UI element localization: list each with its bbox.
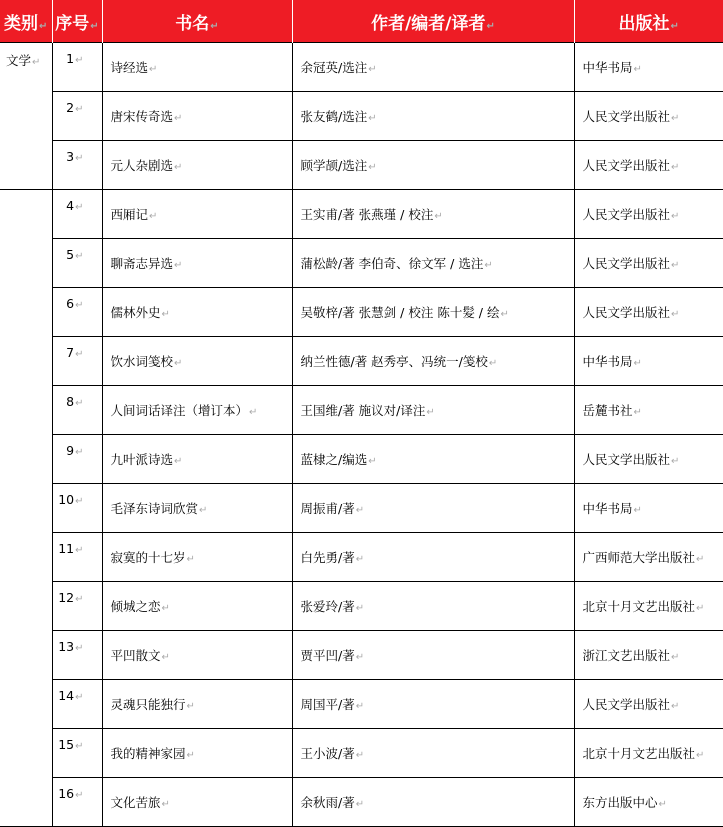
paragraph-mark: ↵ (199, 505, 208, 516)
table-row (0, 239, 723, 288)
header-author: 作者/编者/译者↵ (292, 0, 574, 43)
book-title: 寂寞的十七岁 (110, 550, 186, 565)
paragraph-mark: ↵ (671, 113, 680, 124)
number-cell (52, 435, 102, 484)
publisher-cell (574, 631, 723, 680)
paragraph-mark: ↵ (484, 260, 493, 271)
book-publisher: 广西师范大学出版社 (582, 550, 696, 565)
table-row (0, 337, 723, 386)
book-author: 王小波/著 (300, 746, 355, 761)
publisher-cell (574, 680, 723, 729)
author-cell (292, 582, 574, 631)
title-cell (102, 533, 292, 582)
author-cell (292, 533, 574, 582)
paragraph-mark: ↵ (186, 701, 195, 712)
paragraph-mark: ↵ (671, 162, 680, 173)
author-cell (292, 631, 574, 680)
paragraph-mark: ↵ (426, 407, 435, 418)
book-title: 文化苦旅 (110, 795, 161, 810)
paragraph-mark: ↵ (355, 799, 365, 810)
book-author: 余冠英/选注 (300, 60, 368, 75)
paragraph-mark: ↵ (671, 260, 680, 271)
book-author: 蓝棣之/编选 (300, 452, 368, 467)
number-cell (52, 92, 102, 141)
table-row (0, 533, 723, 582)
book-author: 周振甫/著 (300, 501, 355, 516)
book-publisher: 人民文学出版社 (582, 256, 671, 271)
number-cell (52, 288, 102, 337)
row-number: 10 (58, 492, 75, 507)
paragraph-mark: ↵ (355, 554, 365, 565)
header-number: 序号↵ (52, 0, 102, 43)
publisher-cell (574, 533, 723, 582)
row-number: 13 (58, 639, 75, 654)
paragraph-mark: ↵ (671, 309, 680, 320)
book-publisher: 中华书局 (582, 501, 633, 516)
book-author: 吴敬梓/著 张慧剑 / 校注 陈十髪 / 绘 (300, 305, 500, 320)
book-author: 纳兰性德/著 赵秀亭、冯统一/笺校 (300, 354, 488, 369)
book-publisher: 东方出版中心 (582, 795, 658, 810)
number-cell (52, 631, 102, 680)
title-cell (102, 337, 292, 386)
paragraph-mark: ↵ (149, 64, 158, 75)
book-author: 贾平凹/著 (300, 648, 355, 663)
number-cell (52, 43, 102, 92)
book-publisher: 人民文学出版社 (582, 452, 671, 467)
paragraph-mark: ↵ (368, 113, 377, 124)
row-number: 1 (66, 51, 75, 66)
book-title: 饮水词笺校 (110, 354, 174, 369)
number-cell (52, 582, 102, 631)
paragraph-mark: ↵ (75, 349, 84, 360)
book-author: 顾学颉/选注 (300, 158, 368, 173)
number-cell (52, 778, 102, 827)
number-cell (52, 337, 102, 386)
publisher-cell (574, 484, 723, 533)
paragraph-mark: ↵ (161, 652, 170, 663)
paragraph-mark: ↵ (75, 790, 84, 801)
author-cell (292, 729, 574, 778)
author-cell (292, 484, 574, 533)
paragraph-mark: ↵ (75, 153, 84, 164)
author-cell (292, 288, 574, 337)
category-cell-empty (0, 190, 52, 827)
category-cell (0, 43, 52, 190)
book-title: 平凹散文 (110, 648, 161, 663)
paragraph-mark: ↵ (355, 603, 365, 614)
table-body (0, 43, 723, 827)
paragraph-mark: ↵ (249, 407, 258, 418)
table-row (0, 43, 723, 92)
table-row (0, 190, 723, 239)
row-number: 16 (58, 786, 75, 801)
paragraph-mark: ↵ (75, 594, 84, 605)
publisher-cell (574, 582, 723, 631)
row-number: 15 (58, 737, 75, 752)
paragraph-mark: ↵ (161, 309, 170, 320)
paragraph-mark: ↵ (671, 701, 680, 712)
table-row (0, 778, 723, 827)
paragraph-mark: ↵ (488, 358, 498, 369)
table-row (0, 631, 723, 680)
row-number: 12 (58, 590, 75, 605)
paragraph-mark: ↵ (696, 554, 705, 565)
row-number: 4 (66, 198, 75, 213)
paragraph-mark: ↵ (75, 643, 84, 654)
table-row (0, 729, 723, 778)
publisher-cell (574, 386, 723, 435)
paragraph-mark: ↵ (368, 456, 377, 467)
book-author: 张爱玲/著 (300, 599, 355, 614)
row-number: 14 (58, 688, 75, 703)
number-cell (52, 484, 102, 533)
publisher-cell (574, 729, 723, 778)
author-cell (292, 141, 574, 190)
paragraph-mark: ↵ (355, 701, 365, 712)
book-publisher: 浙江文艺出版社 (582, 648, 671, 663)
paragraph-mark: ↵ (75, 251, 84, 262)
title-cell (102, 778, 292, 827)
number-cell (52, 190, 102, 239)
author-cell (292, 190, 574, 239)
paragraph-mark: ↵ (174, 456, 183, 467)
paragraph-mark: ↵ (161, 799, 170, 810)
publisher-cell (574, 435, 723, 484)
author-cell (292, 435, 574, 484)
paragraph-mark: ↵ (368, 162, 377, 173)
book-title: 唐宋传奇选 (110, 109, 174, 124)
paragraph-mark: ↵ (32, 57, 41, 68)
table-row (0, 582, 723, 631)
book-author: 周国平/著 (300, 697, 355, 712)
title-cell (102, 729, 292, 778)
paragraph-mark: ↵ (696, 750, 705, 761)
number-cell (52, 729, 102, 778)
book-publisher: 岳麓书社 (582, 403, 633, 418)
table-row (0, 680, 723, 729)
paragraph-mark: ↵ (75, 300, 84, 311)
table-row (0, 386, 723, 435)
number-cell (52, 680, 102, 729)
paragraph-mark: ↵ (75, 545, 84, 556)
book-author: 白先勇/著 (300, 550, 355, 565)
paragraph-mark: ↵ (671, 652, 680, 663)
paragraph-mark: ↵ (186, 750, 195, 761)
paragraph-mark: ↵ (75, 398, 84, 409)
table-row (0, 92, 723, 141)
number-cell (52, 386, 102, 435)
paragraph-mark: ↵ (368, 64, 377, 75)
paragraph-mark: ↵ (633, 505, 642, 516)
paragraph-mark: ↵ (696, 603, 705, 614)
publisher-cell (574, 43, 723, 92)
publisher-cell (574, 288, 723, 337)
table-row (0, 435, 723, 484)
book-author: 蒲松龄/著 李伯奇、徐文军 / 选注 (300, 256, 484, 271)
paragraph-mark: ↵ (186, 554, 195, 565)
paragraph-mark: ↵ (434, 211, 443, 222)
book-title: 元人杂剧选 (110, 158, 174, 173)
table-row (0, 484, 723, 533)
book-publisher: 人民文学出版社 (582, 207, 671, 222)
book-author: 王实甫/著 张燕瑾 / 校注 (300, 207, 434, 222)
book-publisher: 人民文学出版社 (582, 158, 671, 173)
book-title: 九叶派诗选 (110, 452, 174, 467)
paragraph-mark: ↵ (174, 162, 183, 173)
paragraph-mark: ↵ (75, 741, 84, 752)
title-cell (102, 288, 292, 337)
book-title: 聊斋志异选 (110, 256, 174, 271)
book-title: 诗经选 (110, 60, 149, 75)
title-cell (102, 92, 292, 141)
book-publisher: 中华书局 (582, 354, 633, 369)
title-cell (102, 239, 292, 288)
row-number: 7 (66, 345, 75, 360)
title-cell (102, 680, 292, 729)
author-cell (292, 92, 574, 141)
title-cell (102, 484, 292, 533)
paragraph-mark: ↵ (355, 652, 365, 663)
book-publisher: 人民文学出版社 (582, 305, 671, 320)
book-title: 灵魂只能独行 (110, 697, 186, 712)
book-publisher: 人民文学出版社 (582, 697, 671, 712)
title-cell (102, 582, 292, 631)
author-cell (292, 778, 574, 827)
paragraph-mark: ↵ (671, 456, 680, 467)
book-title: 儒林外史 (110, 305, 161, 320)
paragraph-mark: ↵ (174, 358, 183, 369)
publisher-cell (574, 92, 723, 141)
title-cell (102, 43, 292, 92)
book-author: 张友鹤/选注 (300, 109, 368, 124)
paragraph-mark: ↵ (75, 202, 84, 213)
publisher-cell (574, 778, 723, 827)
number-cell (52, 239, 102, 288)
category-label: 文学 (6, 53, 32, 68)
book-publisher: 北京十月文艺出版社 (582, 599, 696, 614)
paragraph-mark: ↵ (174, 260, 183, 271)
book-title: 我的精神家园 (110, 746, 186, 761)
header-publisher: 出版社↵ (574, 0, 723, 43)
publisher-cell (574, 190, 723, 239)
book-title: 人间词话译注（增订本） (110, 403, 249, 418)
paragraph-mark: ↵ (500, 309, 509, 320)
book-publisher: 北京十月文艺出版社 (582, 746, 696, 761)
paragraph-mark: ↵ (355, 750, 365, 761)
table-header (0, 0, 723, 43)
row-number: 6 (66, 296, 75, 311)
paragraph-mark: ↵ (174, 113, 183, 124)
paragraph-mark: ↵ (75, 55, 84, 66)
title-cell (102, 141, 292, 190)
header-title: 书名↵ (102, 0, 292, 43)
book-title: 西厢记 (110, 207, 149, 222)
row-number: 9 (66, 443, 75, 458)
book-title: 毛泽东诗词欣赏 (110, 501, 199, 516)
number-cell (52, 141, 102, 190)
title-cell (102, 190, 292, 239)
paragraph-mark: ↵ (75, 104, 84, 115)
table-row (0, 288, 723, 337)
paragraph-mark: ↵ (671, 211, 680, 222)
title-cell (102, 631, 292, 680)
author-cell (292, 43, 574, 92)
row-number: 5 (66, 247, 75, 262)
author-cell (292, 680, 574, 729)
author-cell (292, 386, 574, 435)
paragraph-mark: ↵ (355, 505, 365, 516)
book-publisher: 人民文学出版社 (582, 109, 671, 124)
title-cell (102, 435, 292, 484)
paragraph-mark: ↵ (75, 447, 84, 458)
book-author: 王国维/著 施议对/译注 (300, 403, 426, 418)
book-title: 倾城之恋 (110, 599, 161, 614)
author-cell (292, 239, 574, 288)
publisher-cell (574, 141, 723, 190)
paragraph-mark: ↵ (633, 407, 642, 418)
publisher-cell (574, 239, 723, 288)
paragraph-mark: ↵ (161, 603, 170, 614)
author-cell (292, 337, 574, 386)
paragraph-mark: ↵ (658, 799, 667, 810)
row-number: 3 (66, 149, 75, 164)
header-category: 类别↵ (0, 0, 52, 43)
paragraph-mark: ↵ (149, 211, 158, 222)
book-author: 余秋雨/著 (300, 795, 355, 810)
paragraph-mark: ↵ (75, 496, 84, 507)
paragraph-mark: ↵ (633, 358, 642, 369)
number-cell (52, 533, 102, 582)
paragraph-mark: ↵ (633, 64, 642, 75)
publisher-cell (574, 337, 723, 386)
book-publisher: 中华书局 (582, 60, 633, 75)
row-number: 11 (58, 541, 75, 556)
row-number: 8 (66, 394, 75, 409)
row-number: 2 (66, 100, 75, 115)
title-cell (102, 386, 292, 435)
paragraph-mark: ↵ (75, 692, 84, 703)
table-row (0, 141, 723, 190)
